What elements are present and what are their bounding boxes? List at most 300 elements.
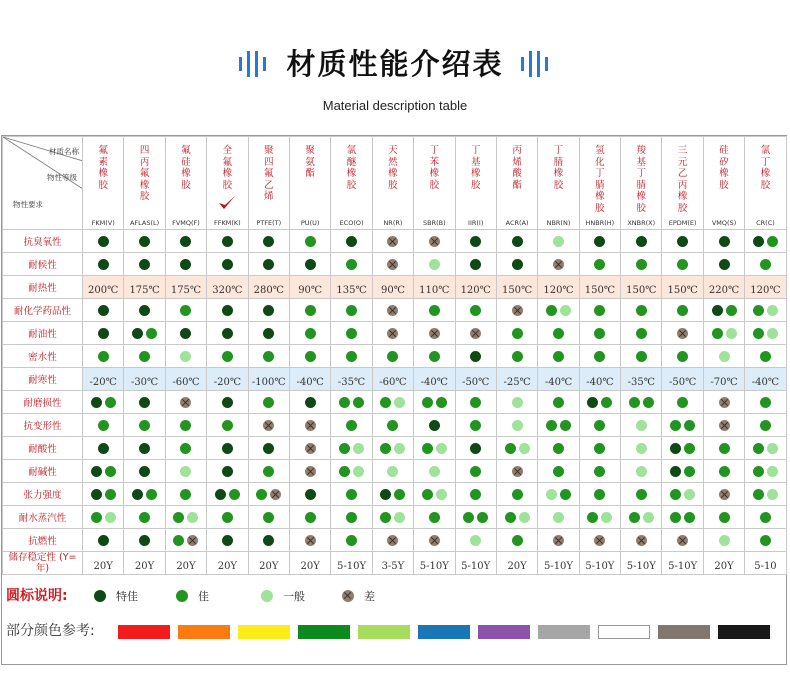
row-label: 耐化学药品性 <box>3 299 83 322</box>
cell-value: -50℃ <box>462 376 490 388</box>
material-name-char: 丁 <box>760 156 771 168</box>
cell-value: 5-10 <box>754 560 777 572</box>
table-cell <box>455 322 496 345</box>
fair-dot-icon <box>180 466 191 477</box>
table-cell <box>372 460 413 483</box>
good-dot-icon <box>146 328 157 339</box>
poor-dot-icon <box>719 397 730 408</box>
material-name <box>207 145 247 191</box>
table-cell <box>289 368 330 391</box>
excellent-dot-icon <box>594 236 605 247</box>
table-cell <box>372 391 413 414</box>
good-dot-icon <box>470 420 481 431</box>
material-header-crc <box>745 137 786 230</box>
good-dot-icon <box>760 420 771 431</box>
material-name-char: 烯 <box>264 191 274 202</box>
excellent-dot-icon <box>222 397 233 408</box>
material-name-char: 羧 <box>636 145 647 156</box>
material-name-char: 胶 <box>636 202 647 214</box>
good-dot-icon <box>222 420 233 431</box>
excellent-dot-icon <box>470 236 481 247</box>
header-row <box>3 137 787 230</box>
good-dot-icon <box>263 466 274 477</box>
material-header-nbrn <box>538 137 579 230</box>
table-cell <box>165 460 206 483</box>
fair-dot-icon <box>394 397 405 408</box>
table-cell <box>496 552 537 575</box>
table-cell <box>414 322 455 345</box>
table-cell <box>496 368 537 391</box>
legend-item-excellent <box>94 588 138 604</box>
material-name-char: 胶 <box>181 179 191 191</box>
material-name-char: 氨 <box>305 156 315 168</box>
table-cell <box>538 483 579 506</box>
table-cell <box>621 322 662 345</box>
table-cell <box>207 529 248 552</box>
material-name <box>456 145 496 191</box>
row-label: 耐寒性 <box>3 368 83 391</box>
table-cell <box>165 299 206 322</box>
material-name-char: 乙 <box>264 179 274 191</box>
fair-dot-icon <box>553 236 564 247</box>
table-cell <box>579 529 620 552</box>
cell-value: -60℃ <box>172 376 200 388</box>
table-cell <box>662 414 703 437</box>
good-dot-icon <box>346 420 357 431</box>
table-cell <box>124 368 165 391</box>
table-cell <box>248 460 289 483</box>
good-dot-icon <box>553 466 564 477</box>
good-dot-icon <box>670 489 681 500</box>
good-dot-icon <box>753 328 764 339</box>
cell-value: -35℃ <box>627 376 655 388</box>
table-cell <box>621 483 662 506</box>
table-cell <box>124 230 165 253</box>
table-cell <box>83 529 124 552</box>
table-cell <box>165 253 206 276</box>
cell-value: 150℃ <box>667 284 698 296</box>
good-dot-icon <box>305 351 316 362</box>
good-dot-icon <box>229 489 240 500</box>
table-cell <box>83 230 124 253</box>
table-cell <box>83 414 124 437</box>
poor-dot-icon <box>387 535 398 546</box>
material-code: FKM(V) <box>91 219 115 227</box>
excellent-dot-icon <box>719 259 730 270</box>
excellent-dot-icon <box>98 259 109 270</box>
cell-value: 5-10Y <box>543 560 574 572</box>
good-dot-icon <box>505 443 516 454</box>
good-dot-icon <box>560 420 571 431</box>
good-dot-icon <box>180 489 191 500</box>
cell-value: -60℃ <box>379 376 407 388</box>
table-row <box>3 552 787 575</box>
table-cell <box>414 230 455 253</box>
table-cell <box>455 276 496 299</box>
material-table <box>2 136 787 575</box>
material-name <box>290 145 330 180</box>
excellent-dot-icon <box>263 236 274 247</box>
material-name-char: 丙 <box>139 156 150 168</box>
excellent-dot-icon <box>132 489 143 500</box>
excellent-dot-icon <box>91 397 102 408</box>
fair-dot-icon <box>726 328 737 339</box>
material-name-char: 酯 <box>305 168 315 179</box>
good-dot-icon <box>387 420 398 431</box>
poor-dot-icon <box>263 420 274 431</box>
fair-dot-icon <box>636 420 647 431</box>
table-cell <box>207 414 248 437</box>
good-dot-icon <box>594 328 605 339</box>
material-name-char: 胶 <box>98 179 108 191</box>
table-cell <box>703 483 744 506</box>
table-cell <box>745 506 786 529</box>
material-header-fvmqf <box>165 137 206 230</box>
good-dot-icon <box>670 420 681 431</box>
table-cell <box>621 460 662 483</box>
excellent-dot-icon <box>98 305 109 316</box>
row-label: 耐候性 <box>3 253 83 276</box>
table-cell <box>579 345 620 368</box>
corner-cell <box>3 137 83 230</box>
material-name-char: 氟 <box>181 145 191 156</box>
row-label: 密水性 <box>3 345 83 368</box>
table-cell <box>207 506 248 529</box>
table-cell <box>538 414 579 437</box>
cell-value: 150℃ <box>501 284 533 296</box>
good-dot-icon <box>594 420 605 431</box>
table-cell <box>207 368 248 391</box>
table-cell <box>372 437 413 460</box>
table-cell <box>745 322 786 345</box>
material-name-char: 腈 <box>636 179 647 191</box>
cell-value: -70℃ <box>710 376 738 388</box>
material-code: EPDM(E) <box>668 219 697 227</box>
table-cell <box>496 529 537 552</box>
table-cell <box>331 299 372 322</box>
corner-material-name: 材质名称 <box>49 147 79 156</box>
good-dot-icon <box>767 236 778 247</box>
table-cell <box>207 322 248 345</box>
table-cell <box>331 506 372 529</box>
good-dot-icon <box>380 397 391 408</box>
excellent-dot-icon <box>470 259 481 270</box>
page-subtitle: Material description table <box>322 98 468 113</box>
table-cell <box>372 552 413 575</box>
legend-label: 佳 <box>198 590 209 603</box>
good-dot-icon <box>636 305 647 316</box>
material-name-char: 丁 <box>553 145 564 156</box>
good-dot-icon <box>180 420 191 431</box>
title-left-bars-icon <box>237 48 271 78</box>
excellent-dot-icon <box>180 236 191 247</box>
material-header-fkmv <box>83 137 124 230</box>
good-dot-icon <box>712 328 723 339</box>
table-cell <box>289 529 330 552</box>
excellent-dot-icon <box>98 535 109 546</box>
table-cell <box>745 529 786 552</box>
table-cell <box>745 437 786 460</box>
table-row <box>3 437 787 460</box>
poor-dot-icon <box>594 535 605 546</box>
table-cell <box>124 460 165 483</box>
table-cell <box>165 506 206 529</box>
cell-value: 20Y <box>217 560 238 572</box>
table-cell <box>207 253 248 276</box>
material-code: XNBR(X) <box>627 219 656 227</box>
material-name-char: 乙 <box>677 168 688 179</box>
good-dot-icon <box>601 397 612 408</box>
cell-value: 20Y <box>714 560 734 572</box>
excellent-dot-icon <box>222 236 233 247</box>
table-cell <box>538 276 579 299</box>
table-cell <box>745 253 786 276</box>
material-name-char: 腈 <box>553 156 564 168</box>
material-name-char: 橡 <box>181 168 191 179</box>
poor-dot-icon <box>305 535 316 546</box>
table-cell <box>579 460 620 483</box>
excellent-dot-icon <box>139 466 150 477</box>
table-cell <box>579 552 620 575</box>
table-cell <box>165 345 206 368</box>
row-label: 耐磨损性 <box>3 391 83 414</box>
excellent-dot-icon <box>222 259 233 270</box>
good-dot-icon <box>436 397 447 408</box>
material-name-char: 胶 <box>760 179 771 191</box>
legend-label: 特佳 <box>116 590 138 603</box>
table-cell <box>745 414 786 437</box>
fair-dot-icon <box>767 328 778 339</box>
cell-value: 120℃ <box>460 284 491 296</box>
table-cell <box>248 253 289 276</box>
material-name-char: 胶 <box>595 202 605 214</box>
table-cell <box>165 437 206 460</box>
poor-dot-icon <box>387 236 398 247</box>
table-cell <box>496 414 537 437</box>
table-cell <box>372 368 413 391</box>
table-cell <box>248 506 289 529</box>
table-cell <box>414 460 455 483</box>
cell-value: 175℃ <box>170 284 202 296</box>
material-code: FVMQ(F) <box>172 219 200 227</box>
table-cell <box>248 230 289 253</box>
table-cell <box>621 414 662 437</box>
table-cell <box>662 322 703 345</box>
table-cell <box>703 345 744 368</box>
table-cell <box>621 552 662 575</box>
table-cell <box>662 506 703 529</box>
table-cell <box>703 506 744 529</box>
material-name-char: 丁 <box>636 168 647 179</box>
excellent-dot-icon <box>215 489 226 500</box>
table-cell <box>124 299 165 322</box>
cell-value: 280℃ <box>253 284 284 296</box>
fair-dot-icon <box>684 489 695 500</box>
table-cell <box>248 322 289 345</box>
good-dot-icon <box>429 305 440 316</box>
table-cell <box>496 437 537 460</box>
cell-value: -100℃ <box>251 376 286 388</box>
table-cell <box>207 276 248 299</box>
table-cell <box>331 460 372 483</box>
table-row <box>3 483 787 506</box>
color-swatch <box>598 625 650 639</box>
table-cell <box>621 276 662 299</box>
table-cell <box>745 276 786 299</box>
fair-dot-icon <box>429 466 440 477</box>
material-name-char: 橡 <box>346 168 357 179</box>
legend-item-good <box>176 588 209 604</box>
material-header-vmqs <box>703 137 744 230</box>
table-cell <box>414 253 455 276</box>
excellent-dot-icon <box>263 443 274 454</box>
fair-dot-icon <box>719 535 730 546</box>
good-dot-icon <box>305 512 316 523</box>
table-cell <box>165 230 206 253</box>
good-dot-icon <box>594 259 605 270</box>
row-label: 耐水蒸汽性 <box>3 506 83 529</box>
material-name-char: 橡 <box>719 168 729 179</box>
table-cell <box>414 552 455 575</box>
table-cell <box>331 253 372 276</box>
good-dot-icon <box>346 512 357 523</box>
material-name-char: 氟 <box>98 145 108 156</box>
table-cell <box>289 552 330 575</box>
material-name-char: 酸 <box>512 168 522 179</box>
material-name-char: 化 <box>595 156 605 168</box>
table-cell <box>455 299 496 322</box>
table-cell <box>703 230 744 253</box>
table-cell <box>621 345 662 368</box>
table-cell <box>621 437 662 460</box>
material-name <box>621 145 661 214</box>
color-reference <box>6 620 786 642</box>
table-cell <box>289 230 330 253</box>
fair-dot-icon <box>429 259 440 270</box>
row-label: 耐热性 <box>3 276 83 299</box>
poor-dot-icon <box>387 328 398 339</box>
material-name-char: 全 <box>222 145 233 156</box>
cell-value: -30℃ <box>130 376 159 388</box>
good-dot-icon <box>512 535 523 546</box>
table-cell <box>83 506 124 529</box>
table-cell <box>496 506 537 529</box>
material-header-nrr <box>372 137 413 230</box>
cell-value: 120℃ <box>543 284 574 296</box>
cell-value: 20Y <box>300 560 320 572</box>
row-label: 抗变形性 <box>3 414 83 437</box>
material-name-char: 胶 <box>222 179 233 191</box>
fair-dot-icon <box>436 489 447 500</box>
good-dot-icon <box>422 443 433 454</box>
good-dot-icon <box>753 489 764 500</box>
good-dot-icon <box>339 466 350 477</box>
material-name <box>83 145 123 191</box>
good-dot-icon <box>512 351 523 362</box>
material-name-char: 醚 <box>346 156 357 168</box>
good-dot-icon <box>346 351 357 362</box>
material-header-epdme <box>662 137 703 230</box>
table-cell <box>83 391 124 414</box>
poor-dot-icon <box>342 590 354 602</box>
fair-dot-icon <box>636 466 647 477</box>
good-dot-icon <box>346 489 357 500</box>
table-cell <box>414 299 455 322</box>
row-label: 耐油性 <box>3 322 83 345</box>
table-cell <box>579 391 620 414</box>
good-dot-icon <box>470 466 481 477</box>
table-cell <box>414 506 455 529</box>
table-cell <box>538 322 579 345</box>
table-cell <box>289 483 330 506</box>
poor-dot-icon <box>719 489 730 500</box>
good-dot-icon <box>105 489 116 500</box>
fair-dot-icon <box>767 443 778 454</box>
table-cell <box>331 322 372 345</box>
excellent-dot-icon <box>91 466 102 477</box>
good-dot-icon <box>677 397 688 408</box>
good-dot-icon <box>91 512 102 523</box>
table-cell <box>455 529 496 552</box>
table-cell <box>662 460 703 483</box>
table-cell <box>703 299 744 322</box>
good-dot-icon <box>636 351 647 362</box>
corner-requirement: 物性要求 <box>13 200 43 209</box>
fair-dot-icon <box>519 512 530 523</box>
poor-dot-icon <box>553 259 564 270</box>
good-dot-icon <box>105 397 116 408</box>
table-cell <box>207 230 248 253</box>
table-cell <box>289 276 330 299</box>
cell-value: 20Y <box>93 560 113 572</box>
good-dot-icon <box>560 489 571 500</box>
good-dot-icon <box>684 420 695 431</box>
fair-dot-icon <box>643 512 654 523</box>
fair-dot-icon <box>353 466 364 477</box>
cell-value: -20℃ <box>213 376 242 388</box>
material-name-char: 三 <box>677 145 688 156</box>
cell-value: 20Y <box>259 560 279 572</box>
table-cell <box>703 414 744 437</box>
material-name-char: 氟 <box>139 168 150 179</box>
good-dot-icon <box>305 328 316 339</box>
poor-dot-icon <box>187 535 198 546</box>
table-cell <box>579 437 620 460</box>
material-header-hnbrh <box>579 137 620 230</box>
table-cell <box>496 322 537 345</box>
cell-value: 150℃ <box>626 284 657 296</box>
good-dot-icon <box>629 512 640 523</box>
poor-dot-icon <box>305 443 316 454</box>
good-dot-icon <box>512 489 523 500</box>
table-cell <box>579 483 620 506</box>
material-name-char: 胶 <box>429 179 440 191</box>
material-name-char: 四 <box>264 156 274 168</box>
excellent-dot-icon <box>346 236 357 247</box>
good-dot-icon <box>98 351 109 362</box>
material-name-char: 橡 <box>429 168 440 179</box>
material-name-char: 橡 <box>677 191 688 202</box>
table-cell <box>289 506 330 529</box>
table-cell <box>496 460 537 483</box>
cell-value: 5-10Y <box>626 560 656 572</box>
table-row <box>3 391 787 414</box>
table-cell <box>165 552 206 575</box>
excellent-dot-icon <box>180 328 191 339</box>
table-cell <box>289 414 330 437</box>
fair-dot-icon <box>105 512 116 523</box>
table-cell <box>248 437 289 460</box>
